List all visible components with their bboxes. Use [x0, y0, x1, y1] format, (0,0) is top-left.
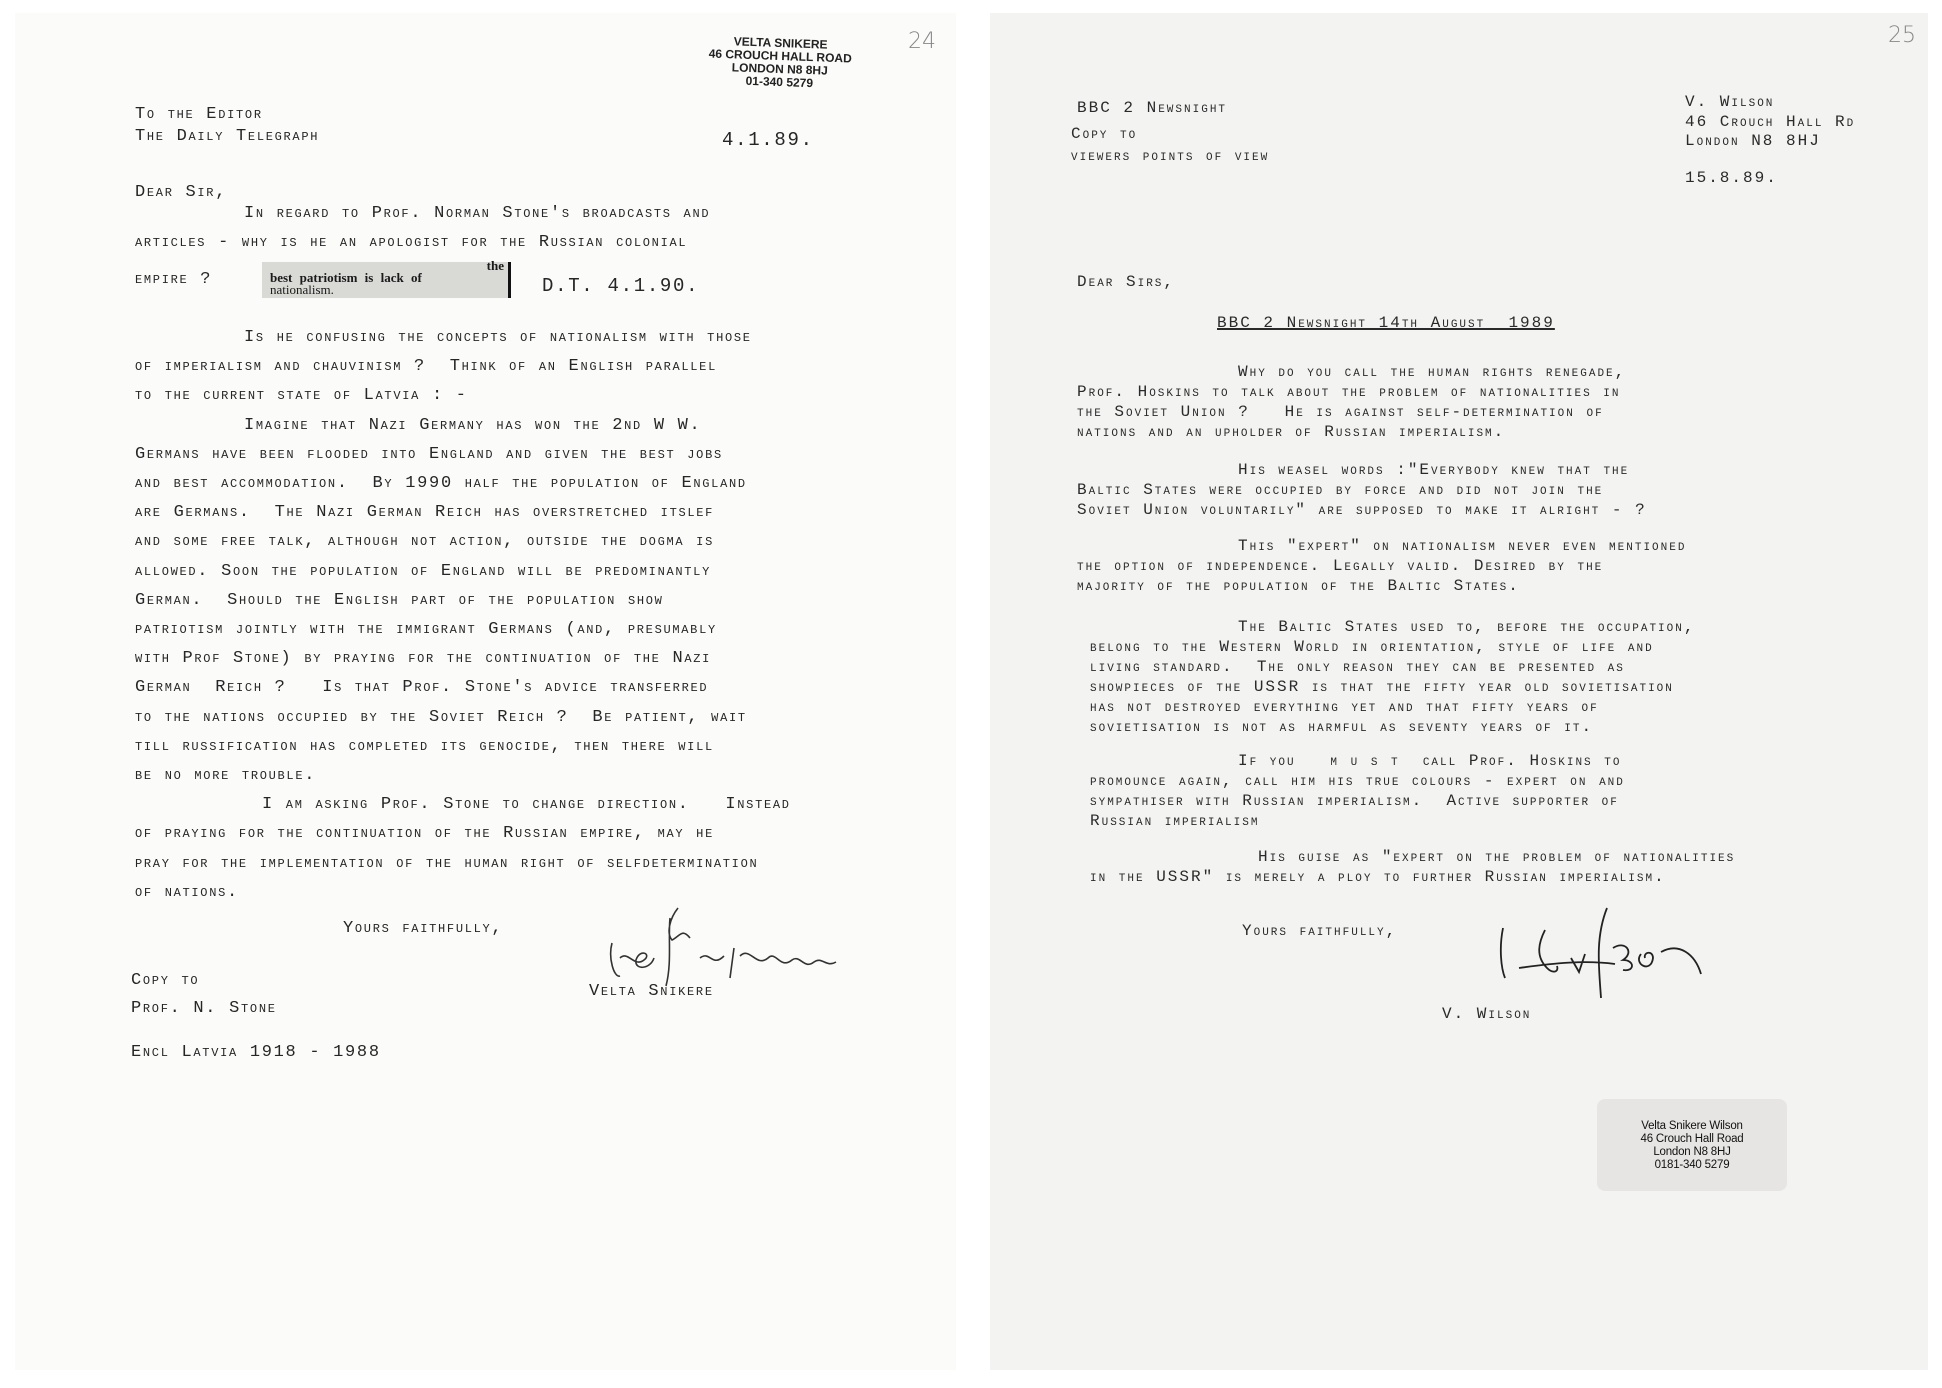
text-line: Germans have been flooded into England and given the best jobs — [135, 444, 723, 464]
sender-address-line: 46 Crouch Hall Rd — [1685, 113, 1856, 131]
salutation: Dear Sir, — [135, 183, 228, 202]
text-line: the Soviet Union ? He is against self-determination of — [1077, 403, 1604, 421]
text-line: His weasel words :"Everybody knew that the — [1238, 461, 1630, 479]
text-line: belong to the Western World in orientation, style of life and — [1090, 638, 1654, 656]
text-line: and best accommodation. By 1990 half the population of England — [135, 474, 747, 493]
text-line: empire ? — [135, 270, 213, 289]
label-line: Velta Snikere Wilson — [1641, 1120, 1743, 1132]
label-line: 0181-340 5279 — [1654, 1159, 1730, 1171]
text-line: Russian imperialism — [1090, 812, 1260, 830]
text-line: majority of the population of the Baltic States. — [1077, 577, 1520, 595]
text-line: In regard to Prof. Norman Stone's broadcasts and — [244, 204, 711, 223]
letter-heading: BBC 2 Newsnight 14th August 1989 — [1217, 314, 1555, 332]
closing: Yours faithfully, — [1242, 922, 1398, 940]
text-line: Why do you call the human rights renegade, — [1238, 363, 1627, 381]
text-line: the option of independence. Legally valid. Desired by the — [1077, 557, 1604, 575]
salutation: Dear Sirs, — [1077, 273, 1176, 291]
text-line: Prof. Hoskins to talk about the problem of nationalities in — [1077, 383, 1621, 401]
recipient-line: The Daily Telegraph — [135, 127, 320, 146]
clipping-text: the — [486, 258, 504, 273]
text-line: of nations. — [135, 882, 239, 902]
text-line: of praying for the continuation of the Russian empire, may he — [135, 824, 714, 844]
address-line: 01-340 5279 — [745, 73, 814, 91]
text-line: Soviet Union voluntarily" are supposed to make it alright - ? — [1077, 501, 1647, 519]
label-line: London N8 8HJ — [1653, 1146, 1731, 1158]
text-line: to the nations occupied by the Soviet Reich ? Be patient, wait — [135, 707, 747, 727]
text-line: His guise as "expert on the problem of nationalities — [1258, 848, 1736, 866]
text-line: living standard. The only reason they can be presented as — [1090, 658, 1625, 676]
letter-date: 4.1.89. — [722, 129, 814, 151]
text-line: of imperialism and chauvinism ? Think of an English parallel — [135, 357, 717, 377]
text-line: till russification has completed its genocide, then there will — [135, 736, 714, 756]
sender-address-line: London N8 8HJ — [1685, 132, 1821, 150]
text-line: allowed. Soon the population of England will be predominantly — [135, 561, 711, 581]
recipient-line: BBC 2 Newsnight — [1077, 99, 1228, 117]
sender-address-line: V. Wilson — [1685, 93, 1775, 111]
text-line: I am asking Prof. Stone to change direction. Instead — [262, 795, 791, 815]
text-line: This "expert" on nationalism never even mentioned — [1238, 537, 1687, 555]
text-line: promounce again, call him his true colours - expert on and — [1090, 772, 1625, 790]
recipient-line: To the Editor — [135, 105, 263, 124]
copy-to-label: Copy to — [1071, 125, 1138, 143]
text-line: nations and an upholder of Russian imperialism. — [1077, 423, 1506, 441]
copy-to-recipient: Prof. N. Stone — [131, 999, 277, 1018]
text-line: showpieces of the USSR is that the fifty year old sovietisation — [1090, 678, 1674, 696]
text-line: German Reich ? Is that Prof. Stone's advice transferred — [135, 678, 709, 698]
sender-address-stamp — [694, 34, 866, 92]
text-line: are Germans. The Nazi German Reich has overstretched itslef — [135, 503, 715, 523]
page-number: 25 — [1888, 23, 1916, 48]
text-line: has not destroyed everything yet and that fifty years of — [1090, 698, 1599, 716]
copy-to-label: Copy to — [131, 971, 200, 990]
text-line: Baltic States were occupied by force and did not join the — [1077, 481, 1604, 499]
text-line: patriotism jointly with the immigrant Germans (and, presumably — [135, 620, 717, 639]
newspaper-clipping — [262, 258, 511, 298]
text-line: The Baltic States used to, before the occupation, — [1238, 618, 1696, 636]
text-line: with Prof Stone) by praying for the continuation of the Nazi — [135, 649, 712, 669]
signer-name: Velta Snikere — [589, 982, 714, 1001]
label-line: 46 Crouch Hall Road — [1640, 1133, 1744, 1145]
text-line: in the USSR" is merely a ploy to further Russian imperialism. — [1090, 868, 1666, 886]
text-line: Is he confusing the concepts of nationalism with those — [244, 328, 752, 347]
address-line: LONDON N8 8HJ — [731, 60, 829, 78]
text-line: pray for the implementation of the human right of selfdetermination — [135, 853, 759, 873]
text-line: German. Should the English part of the population show — [135, 590, 664, 610]
signer-name: V. Wilson — [1442, 1005, 1532, 1023]
text-line: sympathiser with Russian imperialism. Active supporter of — [1090, 792, 1619, 810]
clipping-text: nationalism. — [270, 282, 334, 297]
address-line: VELTA SNIKERE — [733, 34, 828, 52]
page-number: 24 — [908, 29, 936, 54]
letter-date: 15.8.89. — [1685, 169, 1778, 187]
text-line: If you m u s t call Prof. Hoskins to — [1238, 752, 1622, 770]
clipping-reference: D.T. 4.1.90. — [542, 275, 700, 297]
text-line: be no more trouble. — [135, 766, 317, 785]
enclosure-note: Encl Latvia 1918 - 1988 — [131, 1043, 381, 1062]
text-line: articles - why is he an apologist for the Russian colonial — [135, 233, 688, 252]
copy-to-recipient: viewers points of view — [1071, 147, 1270, 165]
letter-page-right — [990, 13, 1928, 1370]
address-label-sticker — [1597, 1099, 1787, 1191]
text-line: sovietisation is not as harmful as seventy years of it. — [1090, 718, 1594, 736]
text-line: and some free talk, although not action, outside the dogma is — [135, 532, 714, 552]
text-line: to the current state of Latvia : - — [135, 386, 468, 406]
text-line: Imagine that Nazi Germany has won the 2nd W W. — [244, 415, 702, 435]
address-line: 46 CROUCH HALL ROAD — [708, 46, 853, 66]
signature-v-wilson — [1495, 908, 1755, 998]
closing: Yours faithfully, — [343, 919, 504, 938]
clipping-text: best patriotism is lack of — [270, 270, 422, 285]
letter-page-left — [15, 13, 956, 1370]
